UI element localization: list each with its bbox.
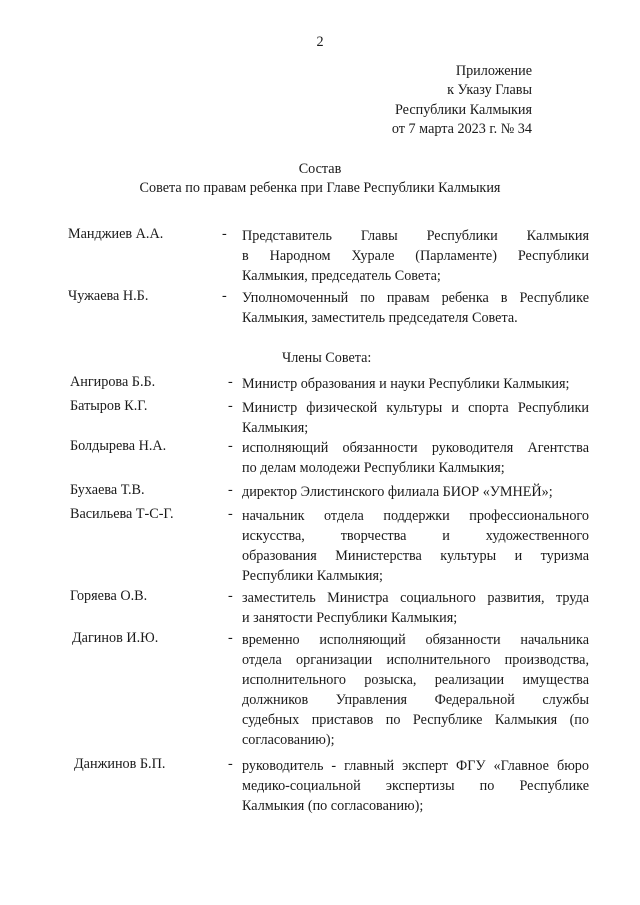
role-line: согласованию); [242, 732, 335, 748]
appendix-line: Республики Калмыкия [394, 101, 532, 118]
appendix-line: к Указу Главы [447, 82, 532, 99]
member-name: Дагинов И.Ю. [72, 630, 159, 646]
role-line: судебных приставов по Республике Калмыкия (по [242, 712, 589, 728]
role-line: Представитель Главы Республики Калмыкия [242, 228, 589, 244]
role-line: в Народном Хурале (Парламенте) Республики [242, 248, 589, 264]
member-role [242, 482, 589, 502]
title-line: Состав [298, 161, 342, 177]
member-role [242, 226, 589, 286]
role-line: Калмыкия (по согласованию); [242, 798, 424, 814]
role-line: искусства, творчества и художественного [242, 528, 589, 544]
dash: - [222, 226, 227, 242]
role-line: по делам молодежи Республики Калмыкия; [242, 460, 505, 476]
member-name: Данжинов Б.П. [74, 756, 166, 772]
appendix-header [392, 62, 532, 140]
role-line: исполняющий обязанности руководителя Агентства [242, 440, 589, 456]
role-line: Калмыкия, председатель Совета; [242, 268, 441, 284]
role-line: директор Элистинского филиала БИОР «УМНЕЙ»; [242, 484, 553, 500]
dash: - [228, 374, 233, 390]
role-line: Министр образования и науки Республики Калмыкия; [242, 376, 570, 392]
role-line: отдела организации исполнительного производства, [242, 652, 589, 668]
dash: - [228, 438, 233, 454]
role-line: медико-социальной экспертизы по Республике [242, 778, 589, 794]
role-line: начальник отдела поддержки профессионального [242, 508, 589, 524]
role-line: и занятости Республики Калмыкия; [242, 610, 458, 626]
role-line: Калмыкия, заместитель председателя Совета. [242, 310, 518, 326]
role-line: должников Управления Федеральной службы [242, 692, 589, 708]
role-line: руководитель - главный эксперт ФГУ «Главное бюро [242, 758, 589, 774]
appendix-line: Приложение [455, 63, 532, 79]
member-name: Чужаева Н.Б. [68, 288, 149, 304]
role-line: Министр физической культуры и спорта Республики [242, 400, 589, 416]
role-line: заместитель Министра социального развития, труда [242, 590, 589, 606]
member-name: Ангирова Б.Б. [70, 374, 156, 390]
dash: - [228, 398, 233, 414]
member-name: Горяева О.В. [70, 588, 148, 604]
member-name: Манджиев А.А. [68, 226, 164, 242]
document-title [0, 160, 640, 199]
member-role [242, 438, 589, 478]
role-line: исполнительного розыска, реализации имущества [242, 672, 589, 688]
role-line: Республики Калмыкия; [242, 568, 383, 584]
member-name: Батыров К.Г. [70, 398, 148, 414]
dash: - [228, 506, 233, 522]
member-role [242, 506, 589, 586]
title-line: Совета по правам ребенка при Главе Республики Калмыкия [139, 180, 501, 197]
role-line: временно исполняющий обязанности начальника [242, 632, 589, 648]
dash: - [222, 288, 227, 304]
role-line: образования Министерства культуры и туризма [242, 548, 589, 564]
member-name: Болдырева Н.А. [70, 438, 167, 454]
member-role [242, 756, 589, 816]
member-role [242, 288, 589, 328]
member-name: Бухаева Т.В. [70, 482, 145, 498]
member-role [242, 398, 589, 438]
role-line: Калмыкия; [242, 420, 309, 436]
role-line: Уполномоченный по правам ребенка в Республике [242, 290, 589, 306]
member-role [242, 588, 589, 628]
member-name: Васильева Т-С-Г. [70, 506, 174, 522]
dash: - [228, 482, 233, 498]
member-role [242, 374, 589, 394]
members-heading: Члены Совета: [282, 350, 372, 366]
dash: - [228, 588, 233, 604]
appendix-line: от 7 марта 2023 г. № 34 [391, 121, 532, 138]
dash: - [228, 630, 233, 646]
dash: - [228, 756, 233, 772]
page-number: 2 [316, 34, 324, 50]
member-role [242, 630, 589, 750]
